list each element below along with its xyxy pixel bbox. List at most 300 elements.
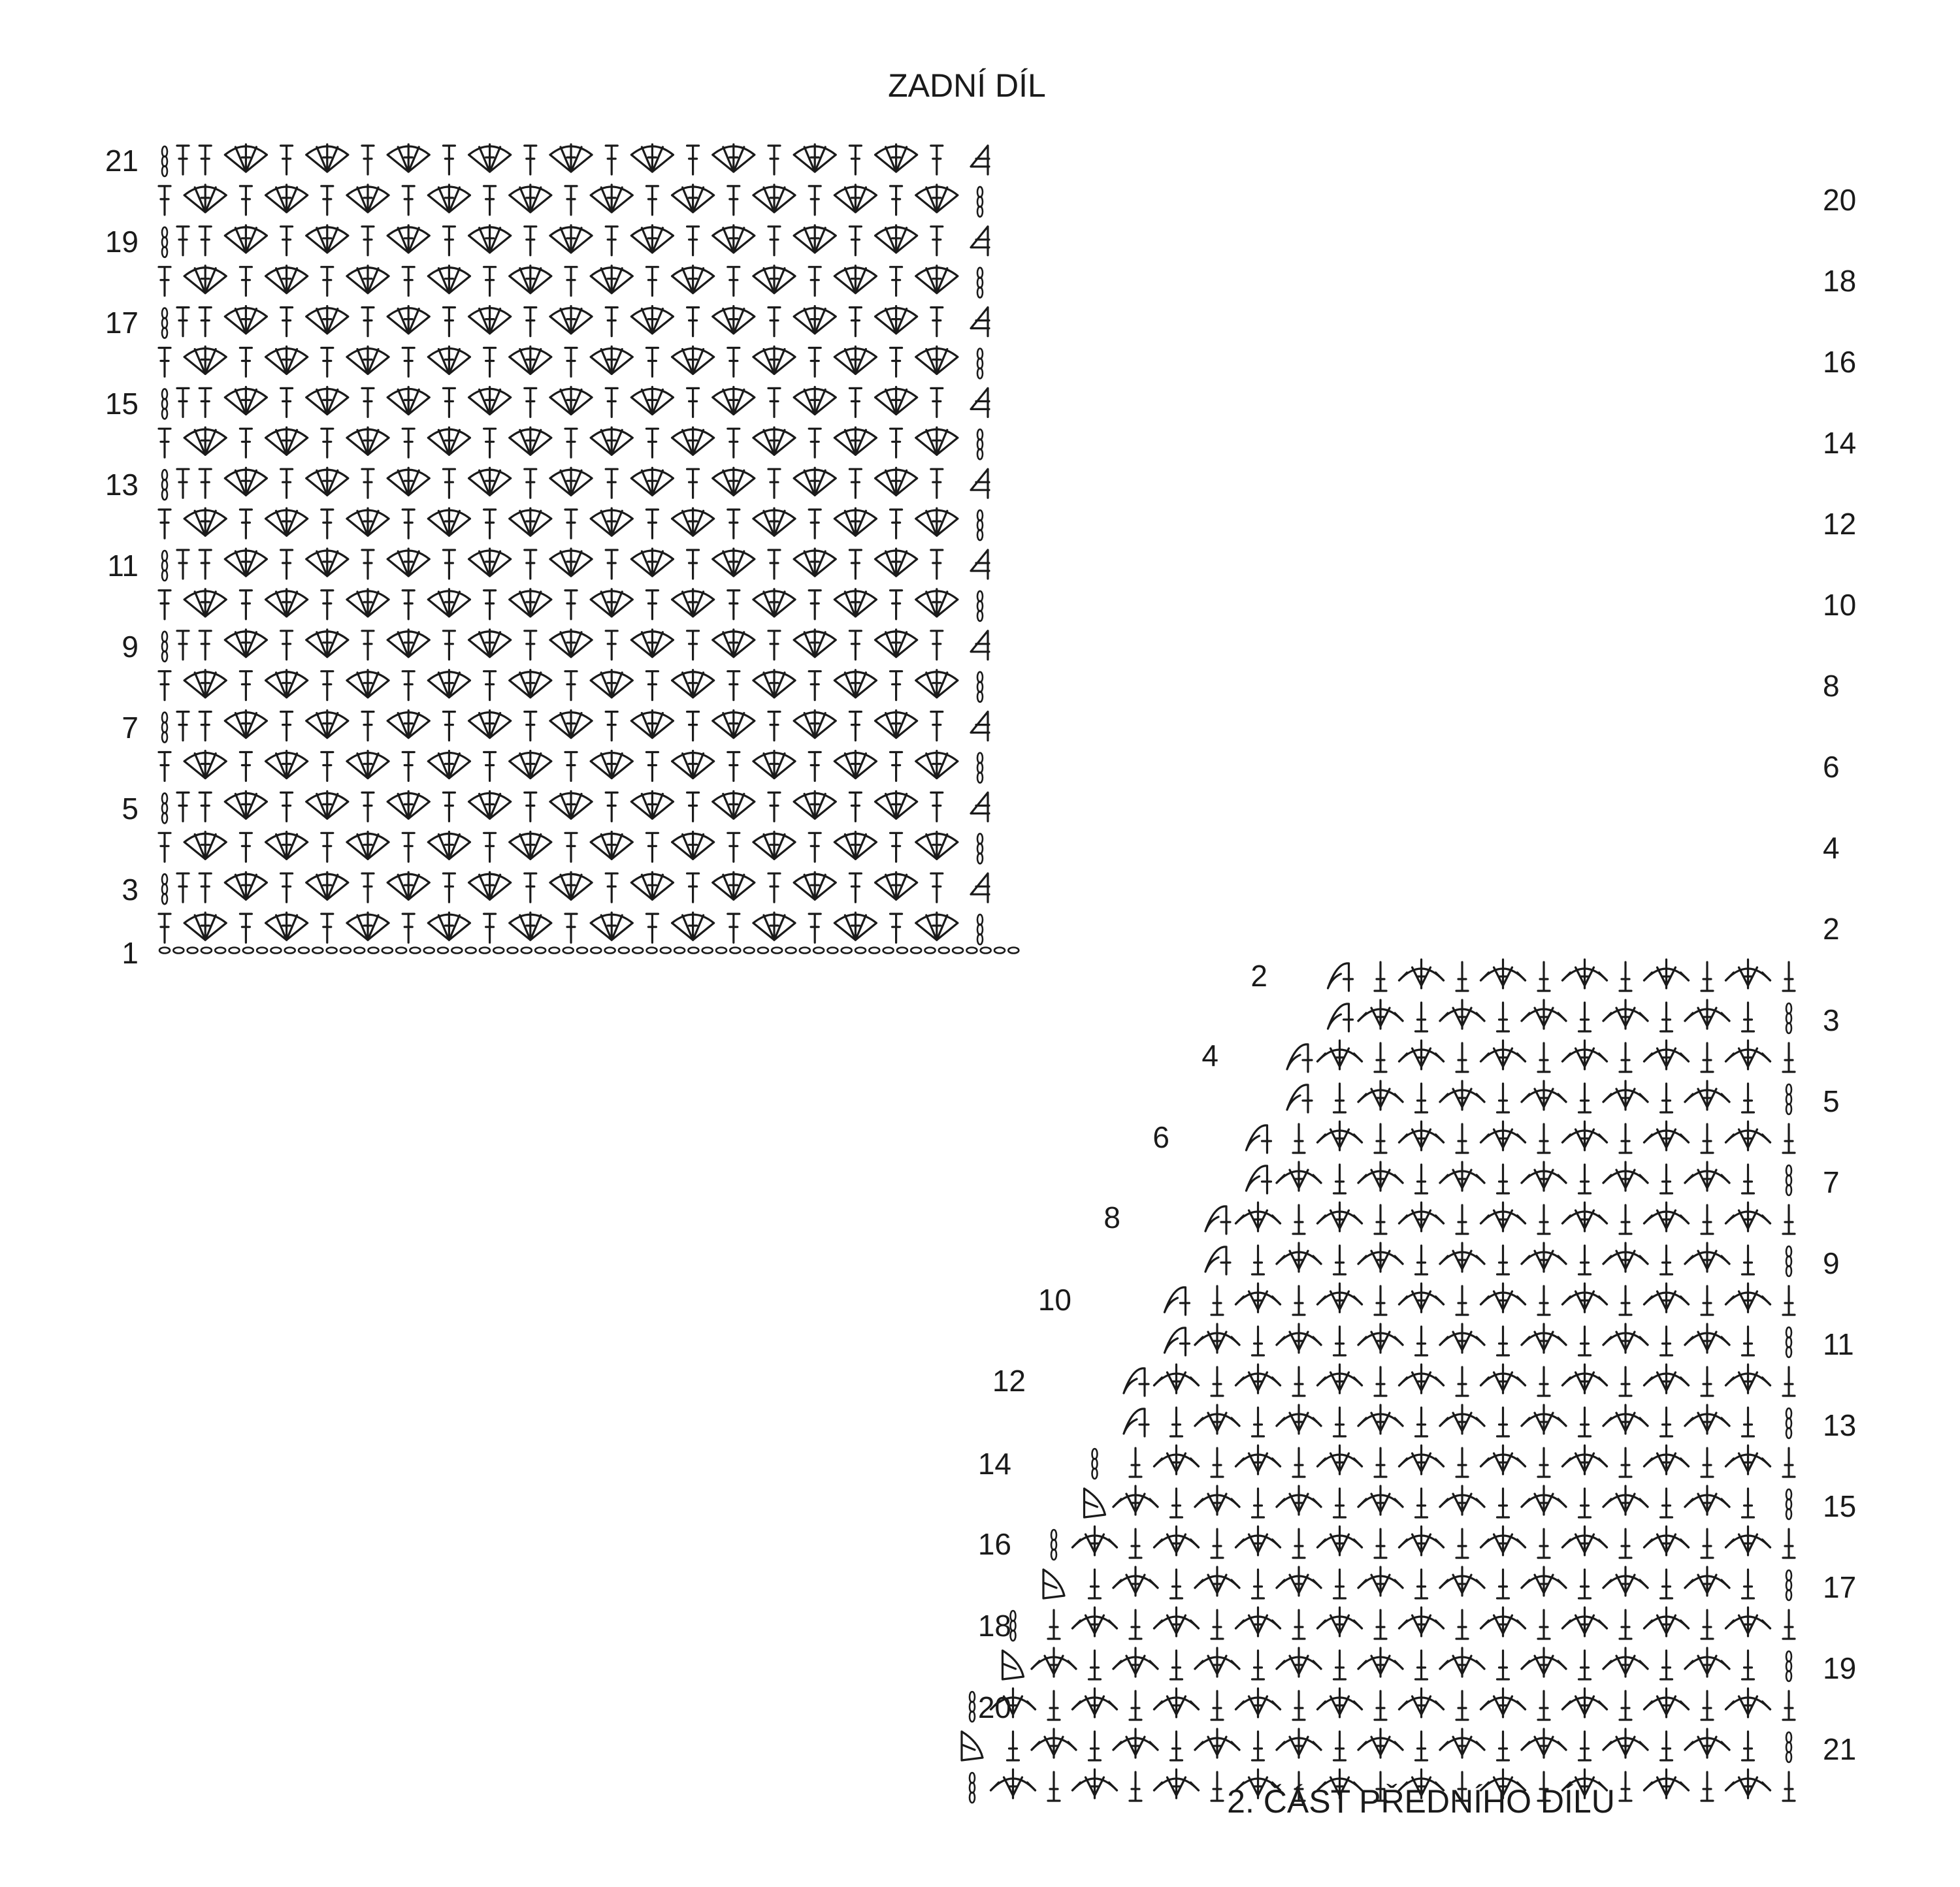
shell-stitch-icon [1726,1283,1771,1312]
shell-stitch-icon [266,427,308,455]
shell-stitch-icon [225,468,267,495]
chain-stitch-icon [270,948,281,954]
double-crochet-icon [1211,1691,1223,1720]
double-crochet-icon [159,752,171,781]
shell-stitch-icon [916,347,958,374]
shell-stitch-icon [550,387,592,414]
double-crochet-icon [362,873,374,902]
double-crochet-icon [1456,1286,1468,1315]
chain-stitch-icon [368,948,379,954]
double-crochet-icon [199,308,211,336]
shell-stitch-icon [753,751,795,779]
front-left-row-label: 6 [1152,1120,1169,1154]
shell-stitch-icon [266,831,308,859]
double-crochet-icon [728,509,740,538]
double-crochet-icon [321,833,333,862]
turning-chain-icon [162,632,167,662]
double-crochet-icon [1334,1732,1346,1760]
turning-chain-icon [977,833,983,863]
double-crochet-icon [1334,1408,1346,1436]
decrease-stitch-icon [971,227,989,255]
double-crochet-icon [1661,1732,1673,1760]
double-crochet-icon [1497,1165,1509,1193]
double-crochet-icon [768,469,780,498]
double-crochet-icon [443,631,455,660]
shell-stitch-icon [387,872,429,899]
double-crochet-icon [606,631,617,660]
shell-stitch-icon [1195,1729,1239,1758]
shell-stitch-icon [753,266,795,293]
turning-chain-icon [1786,1408,1791,1438]
turning-chain-icon [162,793,167,823]
shell-stitch-icon [428,508,470,536]
shell-stitch-icon [713,791,755,818]
edge-stitch-icon [1043,1570,1064,1598]
double-crochet-icon [1579,1246,1591,1274]
double-crochet-icon [931,873,943,902]
shell-stitch-icon [1277,1162,1321,1191]
turning-chain-icon [162,551,167,581]
shell-stitch-icon [1603,1243,1648,1272]
shell-stitch-icon [1032,1729,1076,1758]
shell-stitch-icon [510,185,551,212]
double-crochet-icon [606,146,617,174]
chain-stitch-icon [563,948,574,954]
back-left-row-label: 1 [122,936,139,970]
double-crochet-icon [1620,1205,1631,1234]
chain-stitch-icon [201,948,212,954]
shell-stitch-icon [1399,1040,1444,1069]
front-right-row-label: 17 [1823,1570,1857,1604]
double-crochet-icon [443,550,455,579]
double-crochet-icon [362,712,374,741]
slanted-chain-icon [1205,1206,1230,1234]
shell-stitch-icon [306,630,348,657]
back-left-row-label: 13 [105,468,139,502]
back-left-row-label: 21 [105,144,139,178]
double-crochet-icon [931,631,943,660]
shell-stitch-icon [347,912,389,940]
shell-stitch-icon [1399,1688,1444,1717]
double-crochet-icon [1661,1651,1673,1679]
double-crochet-icon [1416,1246,1428,1274]
shell-stitch-icon [1522,1567,1566,1596]
double-crochet-icon [240,833,252,862]
shell-stitch-icon [875,549,917,576]
shell-stitch-icon [1603,1000,1648,1029]
shell-stitch-icon [387,791,429,818]
double-crochet-icon [159,671,171,700]
double-crochet-icon [646,914,658,943]
shell-stitch-icon [672,427,714,455]
double-crochet-icon [1048,1772,1060,1801]
shell-stitch-icon [347,831,389,859]
double-crochet-icon [1579,1003,1591,1031]
shell-stitch-icon [1481,1364,1526,1393]
double-crochet-icon [768,873,780,902]
double-crochet-icon [565,267,577,296]
front-right-row-label: 15 [1823,1489,1857,1523]
double-crochet-icon [687,550,699,579]
double-crochet-icon [1211,1610,1223,1639]
shell-stitch-icon [510,912,551,940]
shell-stitch-icon [713,468,755,495]
chain-stitch-icon [549,948,559,954]
shell-stitch-icon [510,670,551,698]
double-crochet-icon [525,308,536,336]
double-crochet-icon [1293,1205,1305,1234]
shell-stitch-icon [1399,1202,1444,1231]
double-crochet-icon [768,146,780,174]
double-crochet-icon [849,631,861,660]
double-crochet-icon [849,388,861,417]
double-crochet-icon [1620,1772,1631,1801]
shell-stitch-icon [794,791,836,818]
shell-stitch-icon [1726,960,1771,988]
shell-stitch-icon [591,670,632,698]
chain-stitch-icon [535,948,546,954]
slanted-chain-icon [1124,1368,1149,1396]
shell-stitch-icon [550,630,592,657]
shell-stitch-icon [306,711,348,738]
shell-stitch-icon [631,872,673,899]
chain-stitch-icon [299,948,309,954]
shell-stitch-icon [1603,1486,1648,1515]
double-crochet-icon [890,914,902,943]
shell-stitch-icon [1685,1648,1729,1677]
double-crochet-icon [1701,1529,1713,1558]
double-crochet-icon [646,428,658,457]
double-crochet-icon [1742,1651,1754,1679]
double-crochet-icon [240,348,252,377]
double-crochet-icon [728,267,740,296]
shell-stitch-icon [1277,1243,1321,1272]
double-crochet-icon [768,308,780,336]
chain-stitch-icon [382,948,393,954]
slanted-chain-icon [1165,1328,1190,1355]
chain-stitch-icon [396,948,406,954]
double-crochet-icon [606,469,617,498]
turning-chain-icon [162,308,167,338]
shell-stitch-icon [387,711,429,738]
shell-stitch-icon [1318,1688,1362,1717]
double-crochet-icon [1171,1570,1183,1598]
shell-stitch-icon [1603,1324,1648,1353]
shell-stitch-icon [1399,1445,1444,1474]
shell-stitch-icon [1358,1081,1403,1110]
double-crochet-icon [1293,1367,1305,1396]
shell-stitch-icon [1726,1040,1771,1069]
shell-stitch-icon [1277,1648,1321,1677]
double-crochet-icon [1620,1286,1631,1315]
back-right-row-label: 18 [1823,264,1857,298]
shell-stitch-icon [1644,1607,1689,1636]
chain-stitch-icon [981,948,991,954]
double-crochet-icon [443,469,455,498]
shell-stitch-icon [591,831,632,859]
double-crochet-icon [1293,1529,1305,1558]
double-crochet-icon [177,308,189,336]
double-crochet-icon [1171,1408,1183,1436]
double-crochet-icon [240,671,252,700]
shell-stitch-icon [428,185,470,212]
shell-stitch-icon [1440,1162,1484,1191]
shell-stitch-icon [1726,1688,1771,1717]
turning-chain-icon [162,227,167,257]
shell-stitch-icon [631,630,673,657]
double-crochet-icon [402,186,414,215]
shell-stitch-icon [1644,960,1689,988]
double-crochet-icon [281,146,293,174]
shell-stitch-icon [266,508,308,536]
shell-stitch-icon [1481,960,1526,988]
double-crochet-icon [1456,1367,1468,1396]
double-crochet-icon [565,590,577,619]
double-crochet-icon [1375,1043,1386,1072]
double-crochet-icon [402,833,414,862]
double-crochet-icon [1089,1570,1101,1598]
shell-stitch-icon [1399,1364,1444,1393]
double-crochet-icon [768,388,780,417]
front-right-row-label: 9 [1823,1246,1840,1280]
chain-stitch-icon [605,948,615,954]
double-crochet-icon [1620,962,1631,991]
turning-chain-icon [977,429,983,459]
double-crochet-icon [1416,1732,1428,1760]
double-crochet-icon [525,631,536,660]
double-crochet-icon [484,267,496,296]
double-crochet-icon [1456,1205,1468,1234]
shell-stitch-icon [469,872,511,899]
front-right-row-label: 11 [1823,1327,1854,1361]
shell-stitch-icon [347,185,389,212]
double-crochet-icon [1783,1043,1795,1072]
double-crochet-icon [606,388,617,417]
turning-chain-icon [1786,1084,1791,1114]
shell-stitch-icon [1195,1324,1239,1353]
chain-stitch-icon [424,948,434,954]
double-crochet-icon [1783,1448,1795,1477]
shell-stitch-icon [266,670,308,698]
double-crochet-icon [402,671,414,700]
double-crochet-icon [159,509,171,538]
double-crochet-icon [321,914,333,943]
double-crochet-icon [1661,1003,1673,1031]
double-crochet-icon [1579,1084,1591,1112]
shell-stitch-icon [1073,1607,1117,1636]
double-crochet-icon [728,752,740,781]
front-left-row-label: 16 [977,1527,1011,1561]
back-right-row-label: 6 [1823,750,1840,784]
chain-stitch-icon [841,948,852,954]
double-crochet-icon [1416,1651,1428,1679]
double-crochet-icon [281,388,293,417]
double-crochet-icon [443,146,455,174]
chain-stitch-icon [702,948,713,954]
shell-stitch-icon [1603,1405,1648,1434]
double-crochet-icon [687,712,699,741]
double-crochet-icon [321,267,333,296]
back-right-row-label: 4 [1823,831,1840,865]
shell-stitch-icon [1032,1648,1076,1677]
double-crochet-icon [1783,1205,1795,1234]
double-crochet-icon [768,792,780,821]
double-crochet-icon [240,186,252,215]
double-crochet-icon [1783,1367,1795,1396]
shell-stitch-icon [225,306,267,334]
shell-stitch-icon [1154,1526,1199,1555]
double-crochet-icon [687,873,699,902]
double-crochet-icon [1538,1286,1550,1315]
double-crochet-icon [565,186,577,215]
double-crochet-icon [565,509,577,538]
double-crochet-icon [768,712,780,741]
double-crochet-icon [849,550,861,579]
shell-stitch-icon [184,508,226,536]
double-crochet-icon [1456,1529,1468,1558]
double-crochet-icon [1742,1732,1754,1760]
chain-stitch-icon [688,948,698,954]
double-crochet-icon [1416,1327,1428,1355]
double-crochet-icon [159,428,171,457]
shell-stitch-icon [794,144,836,172]
double-crochet-icon [1579,1489,1591,1517]
shell-stitch-icon [428,912,470,940]
double-crochet-icon [240,428,252,457]
double-crochet-icon [606,873,617,902]
shell-stitch-icon [266,266,308,293]
front-left-row-label: 2 [1250,959,1267,993]
shell-stitch-icon [510,427,551,455]
double-crochet-icon [1661,1570,1673,1598]
double-crochet-icon [728,590,740,619]
shell-stitch-icon [1236,1526,1281,1555]
double-crochet-icon [890,752,902,781]
double-crochet-icon [240,590,252,619]
chain-stitch-icon [661,948,671,954]
double-crochet-icon [199,712,211,741]
shell-stitch-icon [428,670,470,698]
double-crochet-icon [1211,1772,1223,1801]
shell-stitch-icon [1603,1081,1648,1110]
chain-stitch-icon [855,948,866,954]
shell-stitch-icon [428,831,470,859]
shell-stitch-icon [916,912,958,940]
double-crochet-icon [1538,1124,1550,1153]
double-crochet-icon [1334,1084,1346,1112]
shell-stitch-icon [672,670,714,698]
chain-stitch-icon [674,948,685,954]
double-crochet-icon [1538,962,1550,991]
shell-stitch-icon [631,225,673,253]
double-crochet-icon [1701,1367,1713,1396]
shell-stitch-icon [1154,1607,1199,1636]
shell-stitch-icon [1726,1121,1771,1150]
front-left-row-label: 14 [977,1447,1011,1481]
shell-stitch-icon [510,751,551,779]
double-crochet-icon [177,631,189,660]
shell-stitch-icon [306,387,348,414]
double-crochet-icon [931,308,943,336]
shell-stitch-icon [672,589,714,617]
edge-stitch-icon [1051,1530,1056,1560]
turning-chain-icon [162,874,167,904]
shell-stitch-icon [1440,1729,1484,1758]
double-crochet-icon [1742,1489,1754,1517]
shell-stitch-icon [591,266,632,293]
double-crochet-icon [1252,1570,1264,1598]
shell-stitch-icon [266,185,308,212]
double-crochet-icon [484,833,496,862]
double-crochet-icon [1416,1489,1428,1517]
double-crochet-icon [1579,1570,1591,1598]
shell-stitch-icon [713,711,755,738]
shell-stitch-icon [753,912,795,940]
double-crochet-icon [1252,1489,1264,1517]
double-crochet-icon [1783,1124,1795,1153]
shell-stitch-icon [591,185,632,212]
back-left-row-label: 7 [122,711,139,745]
double-crochet-icon [1252,1408,1264,1436]
shell-stitch-icon [834,508,876,536]
shell-stitch-icon [510,508,551,536]
decrease-stitch-icon [971,712,989,741]
double-crochet-icon [1375,1691,1386,1720]
double-crochet-icon [362,146,374,174]
shell-stitch-icon [1399,1526,1444,1555]
shell-stitch-icon [184,347,226,374]
shell-stitch-icon [1154,1769,1199,1798]
shell-stitch-icon [225,791,267,818]
double-crochet-icon [931,792,943,821]
double-crochet-icon [525,712,536,741]
double-crochet-icon [1456,1043,1468,1072]
shell-stitch-icon [1318,1040,1362,1069]
shell-stitch-icon [916,589,958,617]
double-crochet-icon [1130,1691,1141,1720]
shell-stitch-icon [1726,1364,1771,1393]
double-crochet-icon [1130,1448,1141,1477]
shell-stitch-icon [1440,1000,1484,1029]
chain-stitch-icon [410,948,420,954]
double-crochet-icon [177,469,189,498]
shell-stitch-icon [631,468,673,495]
shell-stitch-icon [672,347,714,374]
double-crochet-icon [606,227,617,255]
double-crochet-icon [177,712,189,741]
double-crochet-icon [1048,1691,1060,1720]
shell-stitch-icon [1113,1648,1158,1677]
double-crochet-icon [199,873,211,902]
chain-stitch-icon [1008,948,1019,954]
chain-stitch-icon [632,948,643,954]
shell-stitch-icon [184,185,226,212]
chain-stitch-icon [480,948,490,954]
shell-stitch-icon [672,185,714,212]
back-right-row-label: 12 [1823,507,1857,541]
shell-stitch-icon [1358,1648,1403,1677]
double-crochet-icon [809,590,821,619]
shell-stitch-icon [794,306,836,334]
shell-stitch-icon [713,306,755,334]
double-crochet-icon [199,550,211,579]
shell-stitch-icon [347,508,389,536]
shell-stitch-icon [1154,1445,1199,1474]
double-crochet-icon [606,712,617,741]
double-crochet-icon [768,550,780,579]
double-crochet-icon [1497,1408,1509,1436]
shell-stitch-icon [1440,1648,1484,1677]
